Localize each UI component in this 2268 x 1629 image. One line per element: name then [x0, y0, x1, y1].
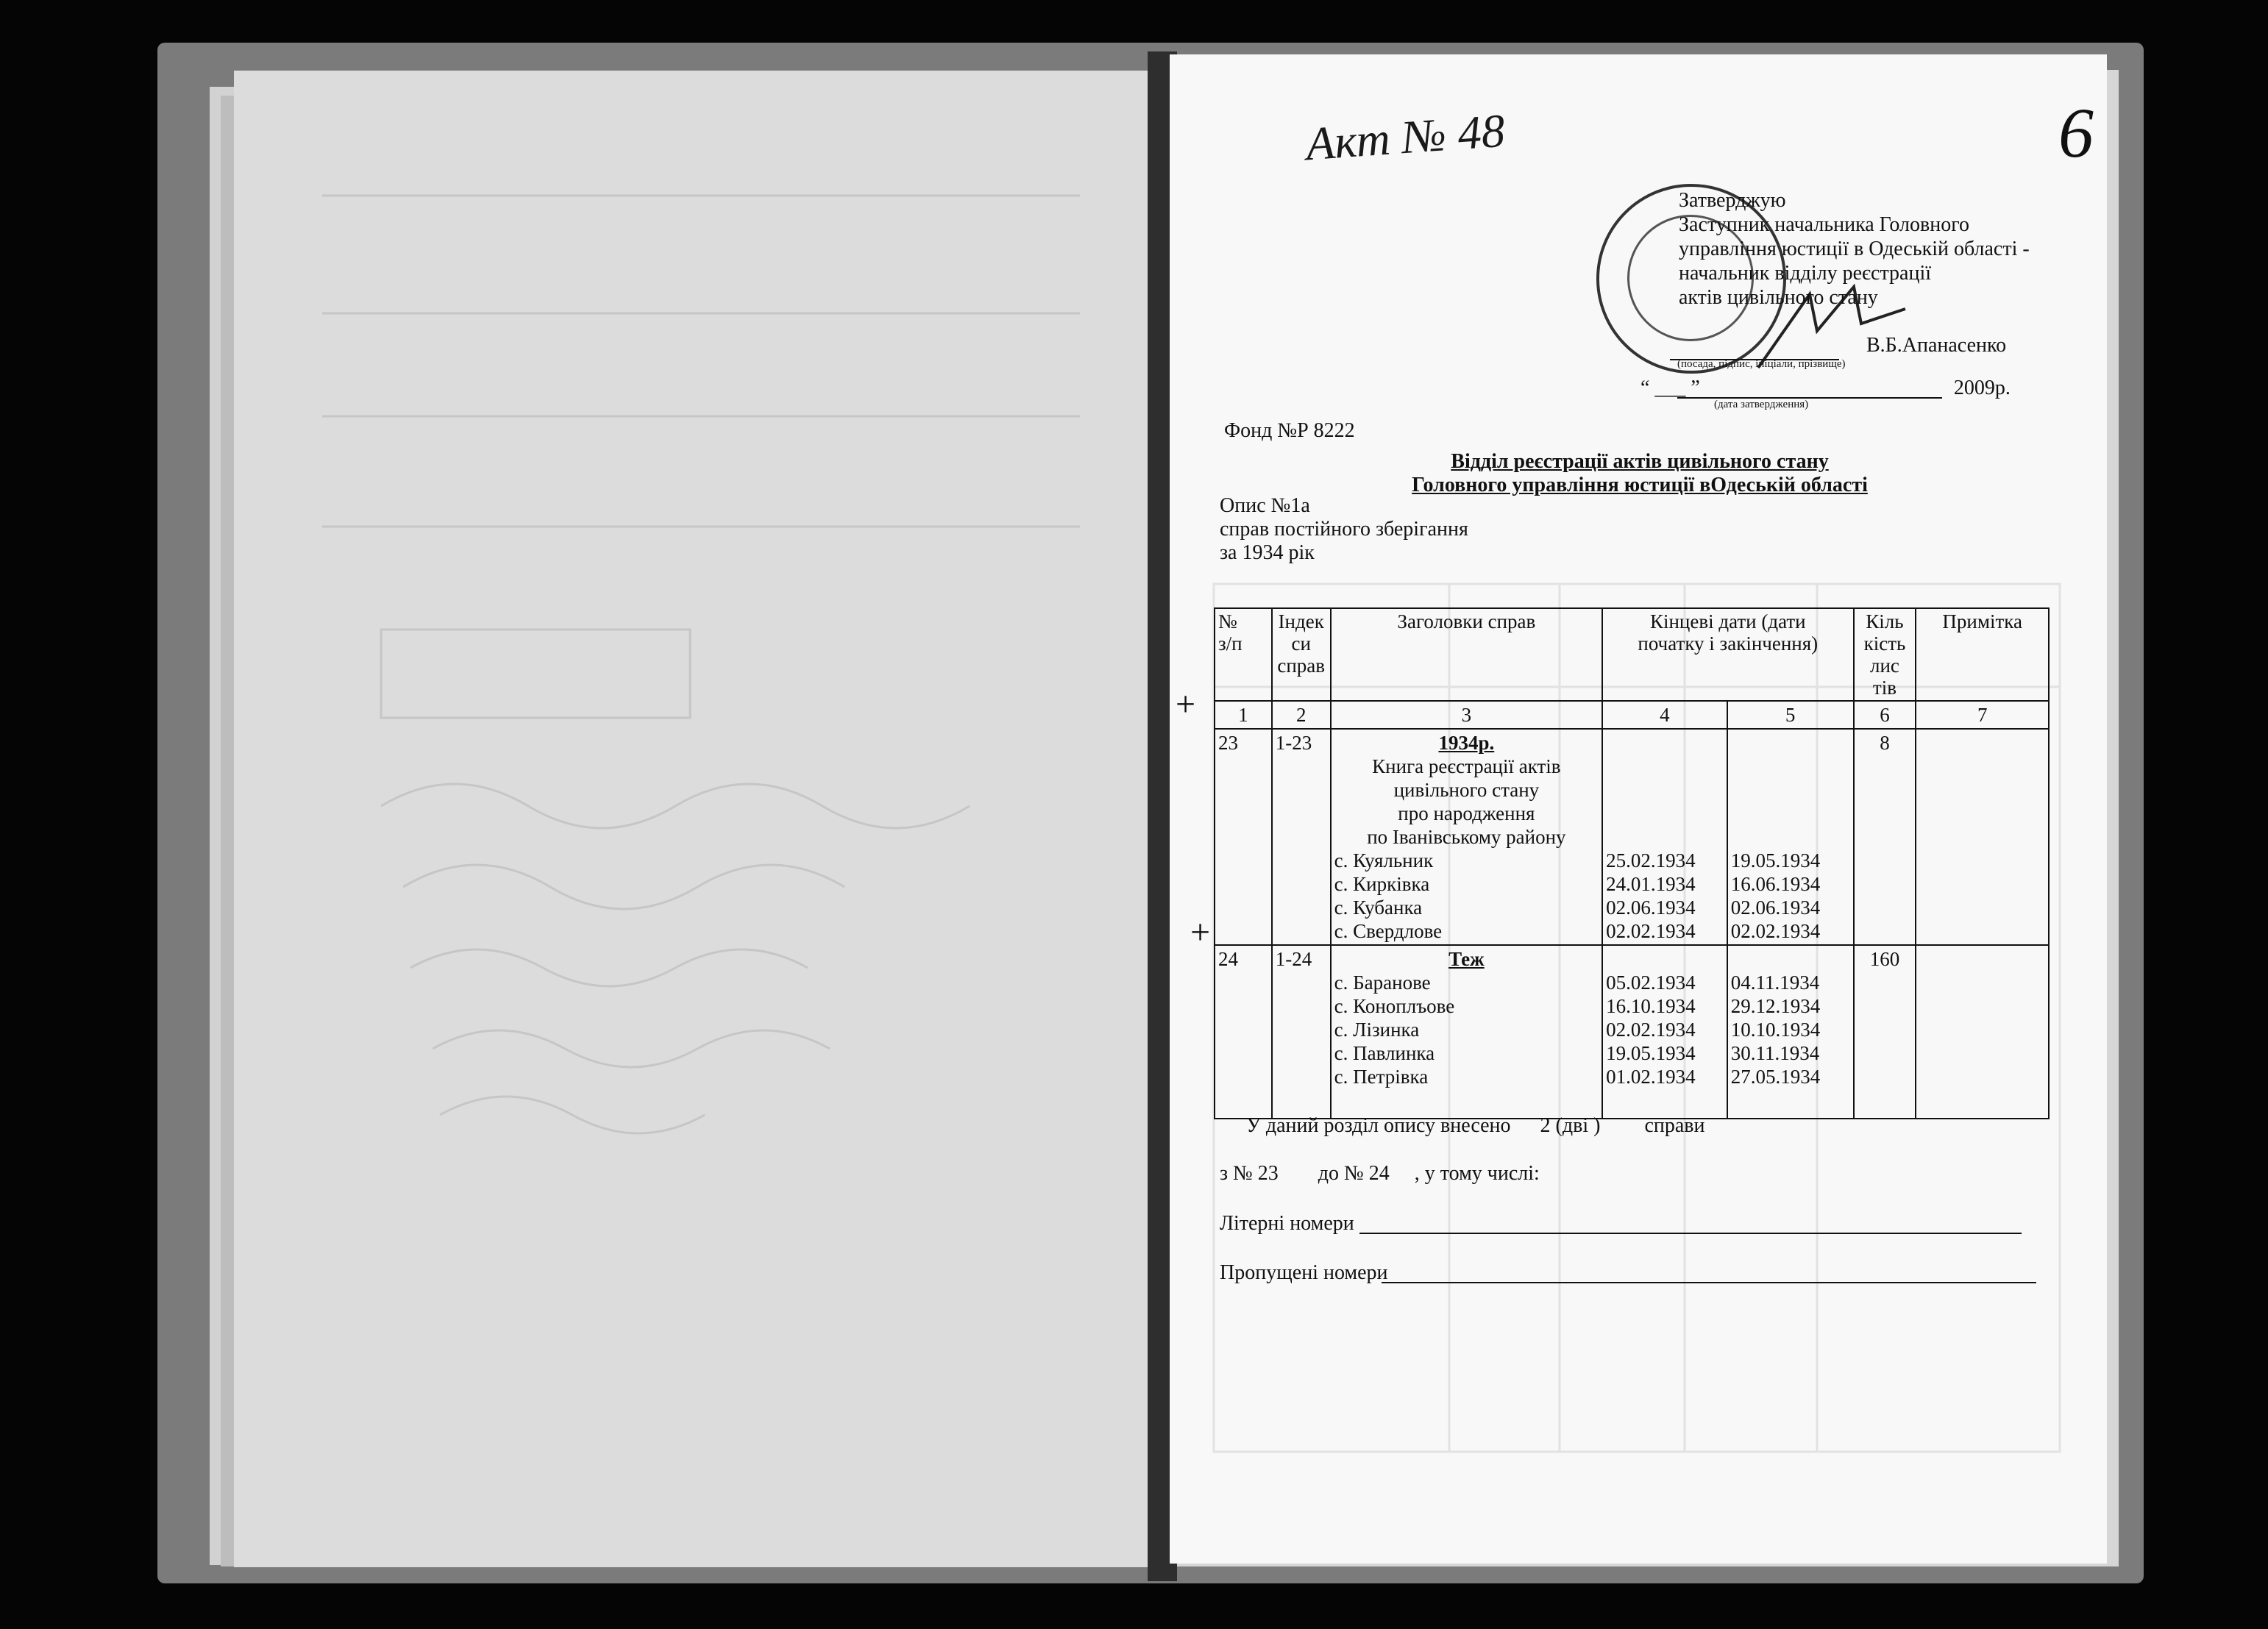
- entered-count: 2 (дві ): [1540, 1114, 1601, 1137]
- row-end-dates: [1727, 945, 1854, 1119]
- start-date: 16.10.1934: [1606, 995, 1696, 1017]
- handwritten-act-number: Акт № 48: [1304, 104, 1507, 171]
- range-to: 24: [1368, 1162, 1390, 1185]
- opys-year: за 1934 рік: [1220, 541, 1315, 564]
- start-date: 19.05.1934: [1606, 1042, 1696, 1064]
- row-title: [1331, 945, 1602, 1119]
- start-date: 02.02.1934: [1606, 920, 1696, 942]
- header-note: Примітка: [1916, 608, 2049, 701]
- header-title: Заголовки справ: [1331, 608, 1602, 701]
- header-num-line: №: [1218, 610, 1237, 632]
- approval-line-2: Заступник начальника Головного: [1679, 213, 1969, 236]
- table-header-row: [1215, 608, 2049, 701]
- village-name: с. Коноплъове: [1334, 995, 1455, 1017]
- start-dates-spacer: [1606, 731, 1724, 849]
- end-date: 19.05.1934: [1730, 849, 1821, 871]
- approval-line-3: управління юстиції в Одеській області -: [1679, 238, 2030, 260]
- village-name: с. Петрівка: [1334, 1066, 1429, 1088]
- column-number: 7: [1916, 701, 2049, 729]
- end-date: 02.02.1934: [1730, 920, 1821, 942]
- table-row: [1215, 729, 2049, 945]
- header-sheets: [1854, 608, 1916, 701]
- start-date: 02.02.1934: [1606, 1019, 1696, 1041]
- approval-line-1: Затверджую: [1679, 189, 1786, 212]
- row-subtitle-line: по Іванівському району: [1367, 826, 1566, 848]
- end-date: 10.10.1934: [1730, 1019, 1821, 1041]
- header-dates: [1602, 608, 1853, 701]
- row-subtitle-line: Книга реєстрації актів: [1372, 755, 1561, 777]
- start-date: 02.06.1934: [1606, 897, 1696, 919]
- opys-number: Опис №1а: [1220, 494, 1310, 517]
- letter-numbers-label: Літерні номери: [1220, 1212, 1354, 1235]
- entered-summary: [1246, 1114, 1705, 1138]
- row-index: 1-23: [1272, 729, 1331, 945]
- row-num: 23: [1215, 729, 1272, 945]
- column-number: 6: [1854, 701, 1916, 729]
- row-index: 1-24: [1272, 945, 1331, 1119]
- letter-numbers-line: [1359, 1233, 2022, 1234]
- end-date: 02.06.1934: [1730, 897, 1821, 919]
- bleed-through-scribbles: [234, 71, 1159, 1567]
- column-number: 4: [1602, 701, 1727, 729]
- header-index-line: справ: [1277, 655, 1326, 677]
- entered-prefix: У даний розділ опису внесено: [1246, 1114, 1511, 1137]
- header-sheets-line: Кіль: [1866, 610, 1904, 632]
- row-start-dates: [1602, 729, 1727, 945]
- opys-block: [1220, 494, 1468, 565]
- row-sheets: 8: [1854, 729, 1916, 945]
- inventory-table: [1214, 607, 2050, 1119]
- opys-description: справ постійного зберігання: [1220, 518, 1468, 541]
- row-start-dates: [1602, 945, 1727, 1119]
- header-index-line: Індек: [1278, 610, 1324, 632]
- row-note: [1916, 945, 2049, 1119]
- village-name: с. Кирківка: [1334, 873, 1430, 895]
- left-page-reverse-side: [234, 71, 1159, 1567]
- village-name: с. Павлинка: [1334, 1042, 1435, 1064]
- village-name: с. Кубанка: [1334, 897, 1423, 919]
- header-index-line: си: [1291, 632, 1311, 655]
- approval-line-5: актів цивільного стану: [1679, 286, 1878, 309]
- end-dates-spacer: [1731, 731, 1850, 849]
- row-subtitle-line: цивільного стану: [1393, 779, 1540, 801]
- end-date: 16.06.1934: [1730, 873, 1821, 895]
- range-to-label: до №: [1318, 1162, 1364, 1185]
- fond-number: Фонд №Р 8222: [1224, 419, 1355, 442]
- header-sheets-line: кість: [1863, 632, 1906, 655]
- range-from: 23: [1257, 1162, 1279, 1185]
- department-title-line-2: Головного управління юстиції вОдеській області: [1412, 474, 1868, 496]
- missing-numbers-label: Пропущені номери: [1220, 1261, 1388, 1284]
- department-title-line-1: Відділ реєстрації актів цивільного стану: [1451, 450, 1829, 473]
- approval-line-4: начальник відділу реєстрації: [1679, 262, 1932, 285]
- start-dates-spacer: [1606, 947, 1724, 971]
- start-date: 05.02.1934: [1606, 972, 1696, 994]
- row-end-dates: [1727, 729, 1854, 945]
- village-name: с. Свердлове: [1334, 920, 1443, 942]
- handwritten-page-number: 6: [2058, 93, 2094, 172]
- end-date: 30.11.1934: [1730, 1042, 1820, 1064]
- approver-name: В.Б.Апанасенко: [1866, 334, 2007, 357]
- village-name: с. Куяльник: [1334, 849, 1434, 871]
- row-heading: Теж: [1448, 948, 1485, 970]
- missing-numbers-line: [1382, 1282, 2036, 1283]
- header-dates-line: Кінцеві дати (дати: [1649, 610, 1806, 632]
- header-num: [1215, 608, 1272, 701]
- start-date: 25.02.1934: [1606, 849, 1696, 871]
- range-from-label: з №: [1220, 1162, 1253, 1185]
- approval-date-quote: “ ___ ”: [1640, 377, 1700, 399]
- column-number: 1: [1215, 701, 1272, 729]
- row-num: 24: [1215, 945, 1272, 1119]
- column-number: 3: [1331, 701, 1602, 729]
- table-row: [1215, 945, 2049, 1119]
- header-dates-line: початку і закінчення): [1638, 632, 1819, 655]
- entered-suffix: справи: [1644, 1114, 1705, 1137]
- header-sheets-line: лис: [1869, 655, 1899, 677]
- range-suffix: , у тому числі:: [1414, 1162, 1540, 1185]
- approval-date-year: 2009р.: [1953, 377, 2011, 399]
- village-name: с. Лізинка: [1334, 1019, 1420, 1041]
- header-index: [1272, 608, 1331, 701]
- header-num-line: з/п: [1218, 632, 1243, 655]
- approval-date-caption: (дата затвердження): [1714, 399, 1809, 410]
- row-note: [1916, 729, 2049, 945]
- column-number-row: [1215, 701, 2049, 729]
- end-dates-spacer: [1731, 947, 1850, 971]
- end-date: 04.11.1934: [1730, 972, 1820, 994]
- column-number: 2: [1272, 701, 1331, 729]
- row-sheets: 160: [1854, 945, 1916, 1119]
- margin-check-mark: +: [1190, 913, 1211, 952]
- approval-block: [1679, 188, 2030, 310]
- end-date: 27.05.1934: [1730, 1066, 1821, 1088]
- row-subtitle-line: про народження: [1398, 802, 1535, 824]
- row-title: [1331, 729, 1602, 945]
- row-heading: 1934р.: [1438, 732, 1495, 754]
- village-name: с. Баранове: [1334, 972, 1431, 994]
- start-date: 24.01.1934: [1606, 873, 1696, 895]
- end-date: 29.12.1934: [1730, 995, 1821, 1017]
- header-sheets-line: тів: [1872, 677, 1896, 699]
- position-caption: (посада, підпис, ініціали, прізвище): [1677, 358, 1846, 370]
- margin-check-mark: +: [1176, 685, 1196, 724]
- range-summary: [1220, 1162, 1540, 1186]
- start-date: 01.02.1934: [1606, 1066, 1696, 1088]
- column-number: 5: [1727, 701, 1854, 729]
